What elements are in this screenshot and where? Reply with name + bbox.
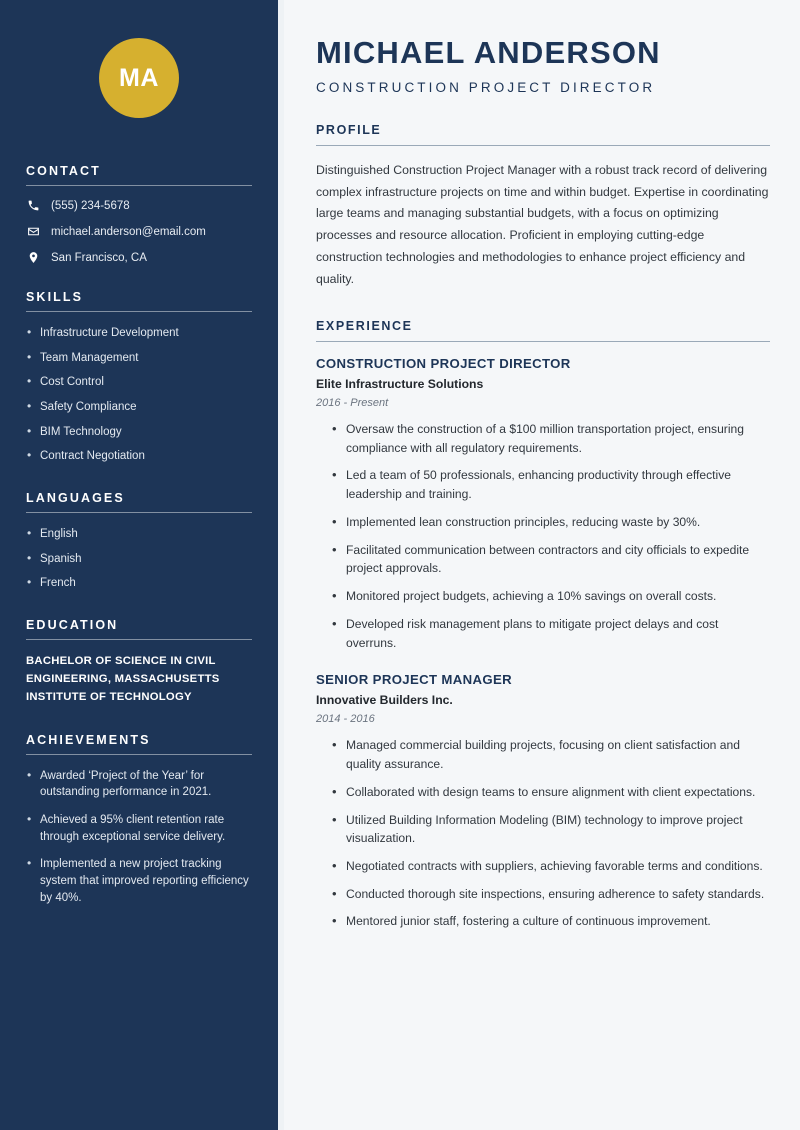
achievements-list [26, 768, 252, 907]
contact-section [26, 164, 252, 264]
profile-heading: PROFILE [316, 122, 382, 137]
experience-entry [316, 356, 770, 652]
page-title: MICHAEL ANDERSON [316, 35, 661, 70]
achievements-divider [26, 754, 252, 755]
education-section [26, 618, 252, 707]
achievements-section [26, 733, 252, 907]
experience-dates: 2014 - 2016 [316, 713, 375, 726]
languages-heading: LANGUAGES [26, 491, 125, 506]
main-content [284, 0, 800, 1130]
list-item: • Facilitated communication between contractors and city officials to expedite project approvals. [332, 541, 770, 578]
contact-location-row[interactable] [26, 251, 252, 264]
contact-email-value: michael.anderson@email.com [51, 225, 206, 238]
experience-entry [316, 672, 770, 931]
list-item: • Infrastructure Development [26, 325, 252, 342]
list-item: • Monitored project budgets, achieving a 10% savings on overall costs. [332, 587, 770, 606]
skills-heading: SKILLS [26, 290, 84, 304]
experience-title: SENIOR PROJECT MANAGER [316, 672, 513, 688]
profile-text: Distinguished Construction Project Manager with a robust track record of delivering complex infrastructure projects on time and within budget. Expertise in coordinating large teams and managing substantial budgets, with a focus on optimizing processes and resource allocation. Proficient in employing cutting-edge construction technologies and methodologies to enhance project efficiency and quality. [316, 162, 769, 287]
list-item: • Utilized Building Information Modeling (BIM) technology to improve project visualization. [332, 811, 770, 848]
experience-divider [316, 341, 770, 342]
list-item: • Achieved a 95% client retention rate through exceptional service delivery. [26, 812, 252, 845]
skills-divider [26, 311, 252, 312]
list-item: • Safety Compliance [26, 399, 252, 416]
contact-email-row[interactable] [26, 225, 252, 238]
education-divider [26, 639, 252, 640]
contact-heading: CONTACT [26, 164, 101, 178]
education-degree: BACHELOR OF SCIENCE IN CIVIL ENGINEERING, MASSACHUSETTS INSTITUTE OF TECHNOLOGY [26, 655, 220, 703]
education-heading: EDUCATION [26, 618, 119, 633]
list-item: • Managed commercial building projects, focusing on client satisfaction and quality assurance. [332, 736, 770, 773]
experience-dates: 2016 - Present [316, 396, 389, 409]
avatar-container [26, 0, 252, 164]
languages-divider [26, 512, 252, 513]
envelope-icon [26, 225, 40, 238]
skills-section [26, 290, 252, 465]
list-item: • Implemented a new project tracking system that improved reporting efficiency by 40%. [26, 856, 252, 906]
sidebar [0, 0, 278, 1130]
list-item: • Collaborated with design teams to ensure alignment with client expectations. [332, 783, 770, 802]
languages-section [26, 491, 252, 592]
list-item: • Mentored junior staff, fostering a culture of continuous improvement. [332, 912, 770, 931]
experience-title: CONSTRUCTION PROJECT DIRECTOR [316, 355, 571, 371]
profile-section [316, 123, 770, 291]
list-item: • French [26, 575, 252, 592]
phone-icon [26, 199, 40, 212]
list-item: • Spanish [26, 551, 252, 568]
contact-divider [26, 185, 252, 186]
list-item: • Implemented lean construction principles, reducing waste by 30%. [332, 513, 770, 532]
list-item: • Oversaw the construction of a $100 million transportation project, ensuring compliance with all regulatory requirements. [332, 420, 770, 457]
achievements-heading: ACHIEVEMENTS [26, 732, 151, 747]
list-item: • English [26, 526, 252, 543]
profile-divider [316, 145, 770, 146]
experience-company: Innovative Builders Inc. [316, 693, 453, 708]
list-item: • Cost Control [26, 374, 252, 391]
list-item: • Led a team of 50 professionals, enhancing productivity through effective leadership and training. [332, 466, 770, 503]
avatar: MA [99, 38, 179, 118]
experience-section [316, 319, 770, 931]
list-item: • Contract Negotiation [26, 448, 252, 465]
experience-company: Elite Infrastructure Solutions [316, 376, 484, 391]
list-item: • BIM Technology [26, 424, 252, 441]
list-item: • Team Management [26, 350, 252, 367]
languages-list [26, 526, 252, 592]
skills-list [26, 325, 252, 465]
list-item: • Awarded ‘Project of the Year’ for outstanding performance in 2021. [26, 768, 252, 801]
experience-bullets [316, 420, 770, 652]
contact-phone-value: (555) 234-5678 [51, 199, 130, 212]
contact-location-value: San Francisco, CA [51, 251, 147, 264]
experience-heading: EXPERIENCE [316, 318, 413, 333]
list-item: • Conducted thorough site inspections, ensuring adherence to safety standards. [332, 885, 770, 904]
experience-bullets [316, 736, 770, 931]
list-item: • Developed risk management plans to mitigate project delays and cost overruns. [332, 615, 770, 652]
list-item: • Negotiated contracts with suppliers, achieving favorable terms and conditions. [332, 857, 770, 876]
job-subtitle: CONSTRUCTION PROJECT DIRECTOR [316, 79, 656, 95]
location-pin-icon [26, 251, 40, 264]
contact-phone-row[interactable] [26, 199, 252, 212]
